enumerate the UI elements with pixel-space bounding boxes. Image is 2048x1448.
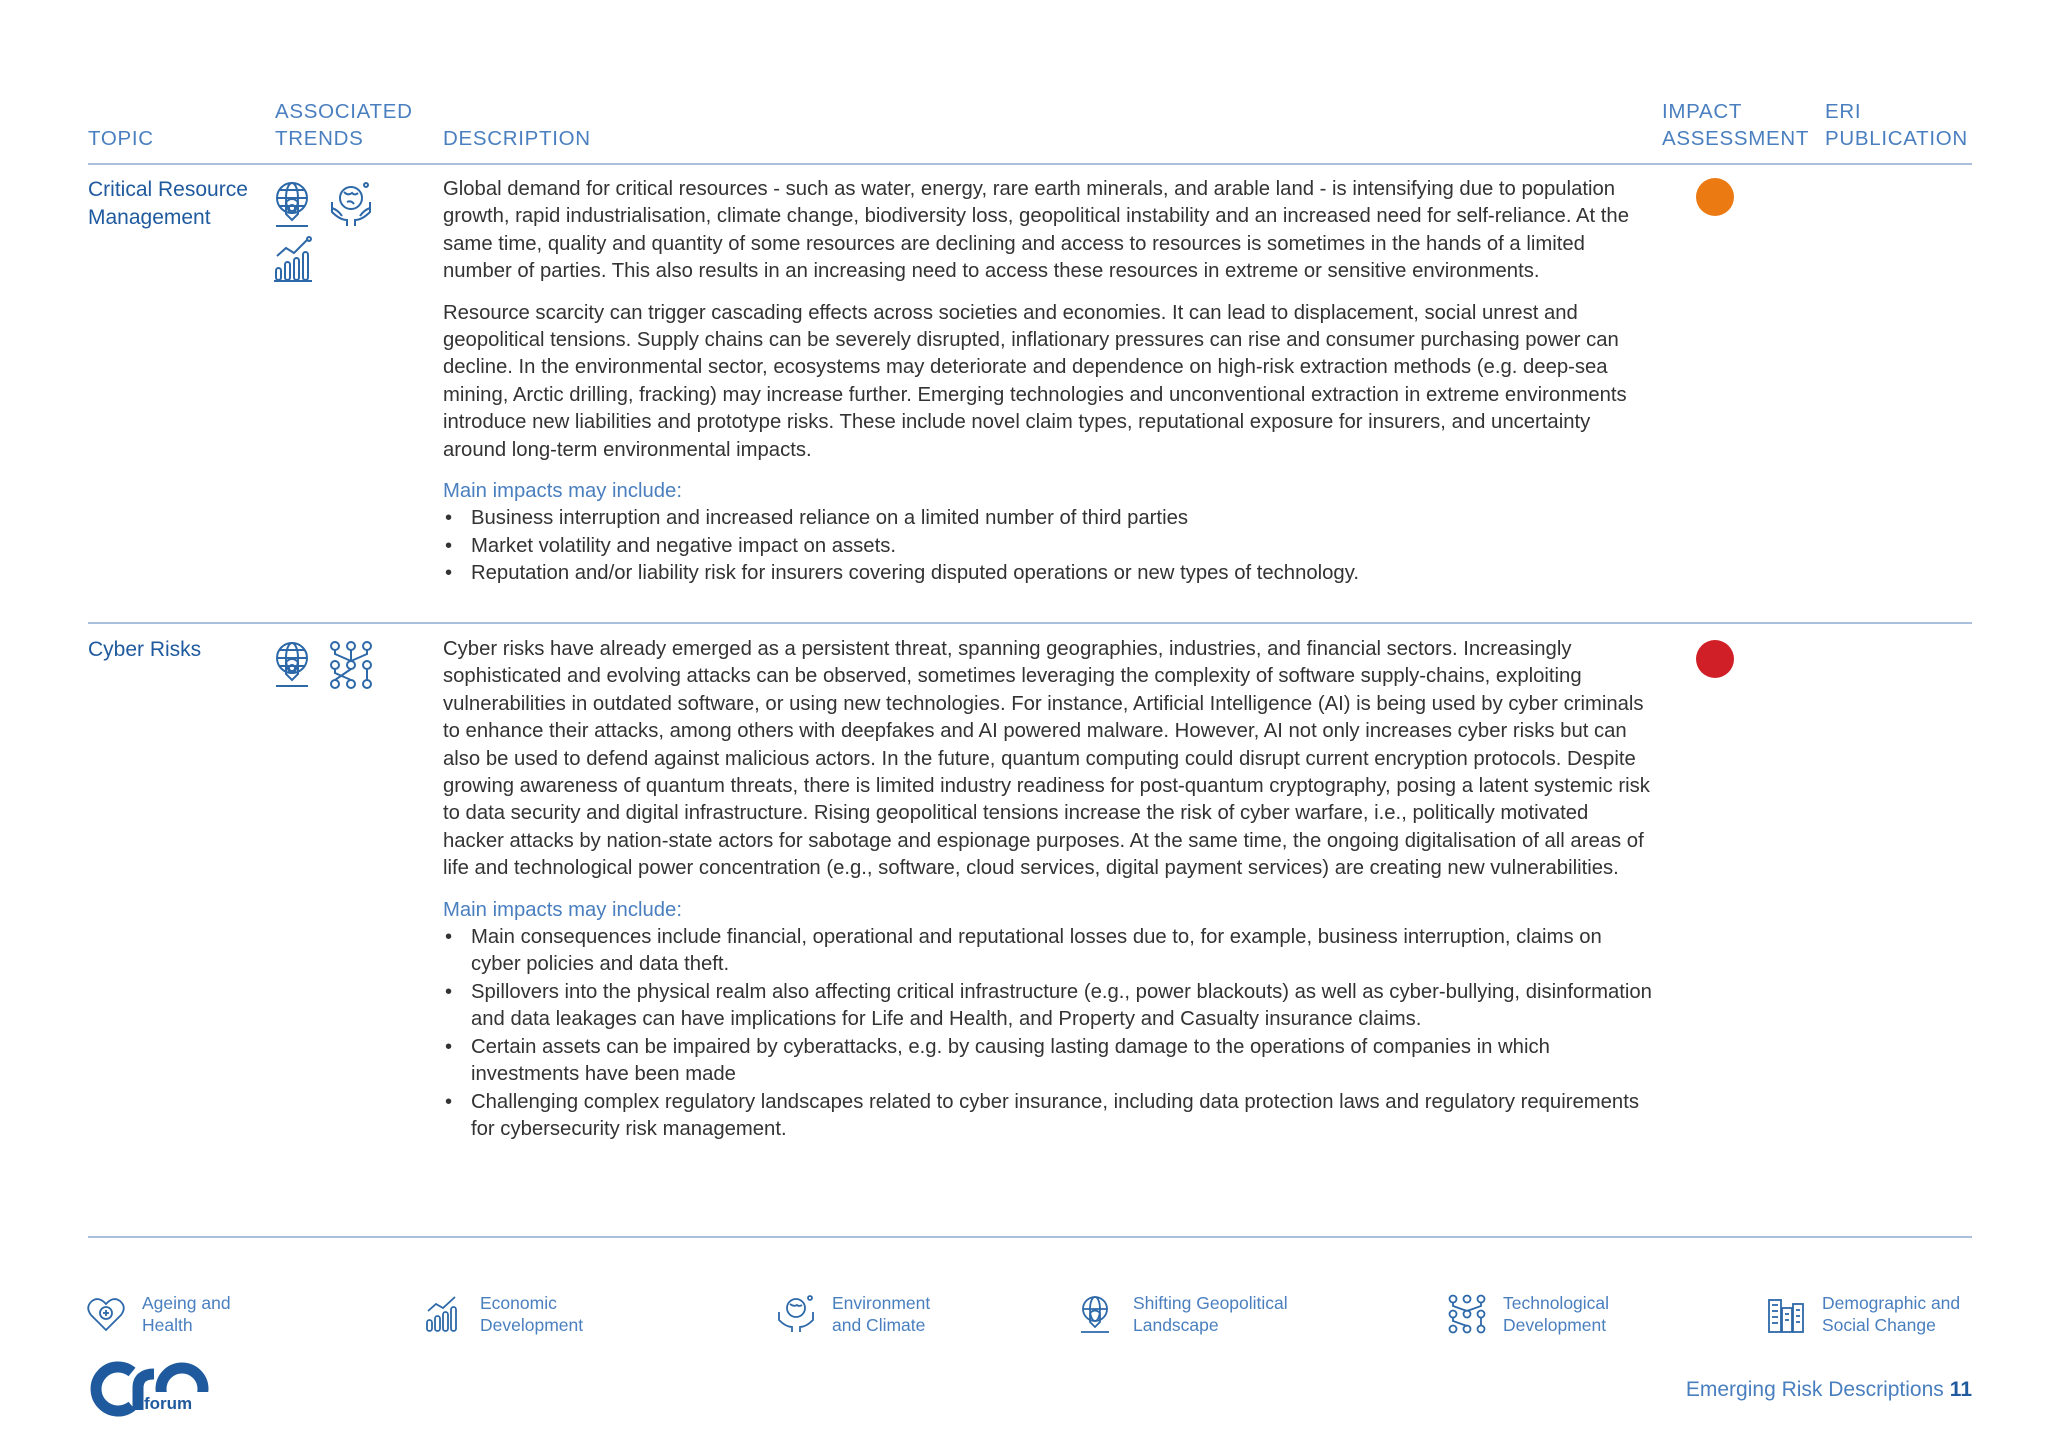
header-description: DESCRIPTION (443, 127, 591, 150)
description-paragraph: Global demand for critical resources - such as water, energy, rare earth minerals, and arable land - is intensifying due to population growth, rapid industrialisation, climate change, biodiversity loss, geopolitical instability and an increased need for self-reliance. At the same time, quality and quantity of some resources are declining and access to resources is sometimes in the hands of a limited number of parties. This also results in an increasing need to access these resources in extreme or sensitive environments. (443, 178, 1629, 283)
header-eri-publication: ERI PUBLICATION (1825, 100, 1968, 150)
impact-item: • Main consequences include financial, operational and reputational losses due to, for example, business interruption, claims on cyber policies and data theft. (443, 924, 1653, 979)
impact-item: • Spillovers into the physical realm also affecting critical infrastructure (e.g., power blackouts) as well as cyber-bullying, disinformation and data leakages can have implications for Life and Health, and Property and Casualty insurance claims. (443, 979, 1653, 1034)
environment-hands-globe-icon (776, 1294, 816, 1334)
impact-item: • Reputation and/or liability risk for insurers covering disputed operations or new types of technology. (443, 560, 1653, 587)
logo-wordmark: forum (144, 1394, 193, 1413)
economic-chart-icon (424, 1294, 464, 1334)
header-divider (88, 163, 1972, 165)
impact-assessment-dot (1696, 640, 1734, 678)
impacts-heading: Main impacts may include: (443, 480, 682, 503)
impacts-list (443, 924, 1653, 1143)
impact-item: • Market volatility and negative impact on assets. (443, 533, 1653, 560)
associated-trends (272, 180, 392, 288)
topic-description (443, 636, 1653, 1143)
impact-item: • Challenging complex regulatory landscapes related to cyber insurance, including data protection laws and regulatory requirements for cybersecurity risk management. (443, 1089, 1653, 1144)
header-impact-assessment: IMPACT ASSESSMENT (1662, 100, 1810, 150)
environment-hands-globe-icon (329, 180, 373, 230)
row-divider (88, 622, 1972, 624)
table-bottom-divider (88, 1236, 1972, 1238)
associated-trends (272, 640, 392, 694)
topic-title: Critical Resource Management (88, 178, 248, 229)
topic-title: Cyber Risks (88, 638, 202, 661)
technological-network-icon (1447, 1294, 1487, 1334)
description-paragraph: Cyber risks have already emerged as a persistent threat, spanning geographies, industries, and financial sectors. Increasingly sophisticated and evolving attacks can be observed, sometimes leveraging the complexity of software supply-chains, exploiting vulnerabilities in outdated software, or using new technologies. For instance, Artificial Intelligence (AI) is being used by cyber criminals to enhance their attacks, among others with deepfakes and AI powered malware. However, AI not only increases cyber risks but can also be used to defend against malicious actors. In the future, quantum computing could disrupt current encryption protocols. Despite growing awareness of quantum threats, there is limited industry readiness for post-quantum cryptography, posing a latent systemic risk to data security and digital infrastructure. Rising geopolitical tensions increase the risk of cyber warfare, i.e., politically motivated hacker attacks by nation-state actors for sabotage and espionage purposes. At the same time, the ongoing digitalisation of all areas of life and technological power concentration (e.g., software, cloud services, digital payment services) are creating new vulnerabilities. (443, 638, 1650, 880)
cro-forum-logo (86, 1358, 216, 1420)
impacts-list (443, 505, 1653, 587)
technological-network-icon (329, 640, 373, 690)
ageing-heart-icon (86, 1294, 126, 1334)
geopolitical-globe-icon (272, 180, 316, 230)
geopolitical-globe-icon (1077, 1294, 1117, 1334)
impact-item: • Certain assets can be impaired by cyberattacks, e.g. by causing lasting damage to the operations of companies in which investments have been made (443, 1034, 1653, 1089)
header-associated-trends: ASSOCIATED TRENDS (275, 100, 413, 150)
description-paragraph: Resource scarcity can trigger cascading effects across societies and economies. It can lead to displacement, social unrest and geopolitical tensions. Supply chains can be severely disrupted, inflationary pressures can rise and consumer purchasing power can decline. In the environmental sector, ecosystems may deteriorate and dependence on high-risk extraction methods (e.g. deep-sea mining, Arctic drilling, fracking) may increase further. Emerging technologies and unconventional extraction in extreme environments introduce new liabilities and prototype risks. These include novel claim types, reputational exposure for insurers, and uncertainty around long-term environmental impacts. (443, 301, 1627, 461)
impact-assessment-dot (1696, 178, 1734, 216)
economic-chart-icon (272, 234, 316, 284)
trends-legend: Ageing and Health Economic Development Environment and Climate Shifting Geopolitical Landscape Technological Development Demographic and Social Change (0, 1292, 2048, 1342)
geopolitical-globe-icon (272, 640, 316, 690)
demographic-buildings-icon (1766, 1294, 1806, 1334)
page-number: 11 (1949, 1378, 1972, 1401)
header-topic: TOPIC (88, 127, 154, 150)
footer-page-title: Emerging Risk Descriptions 11 (1685, 1378, 1972, 1401)
impact-item: • Business interruption and increased reliance on a limited number of third parties (443, 505, 1653, 532)
topic-description (443, 176, 1653, 588)
impacts-heading: Main impacts may include: (443, 898, 682, 921)
